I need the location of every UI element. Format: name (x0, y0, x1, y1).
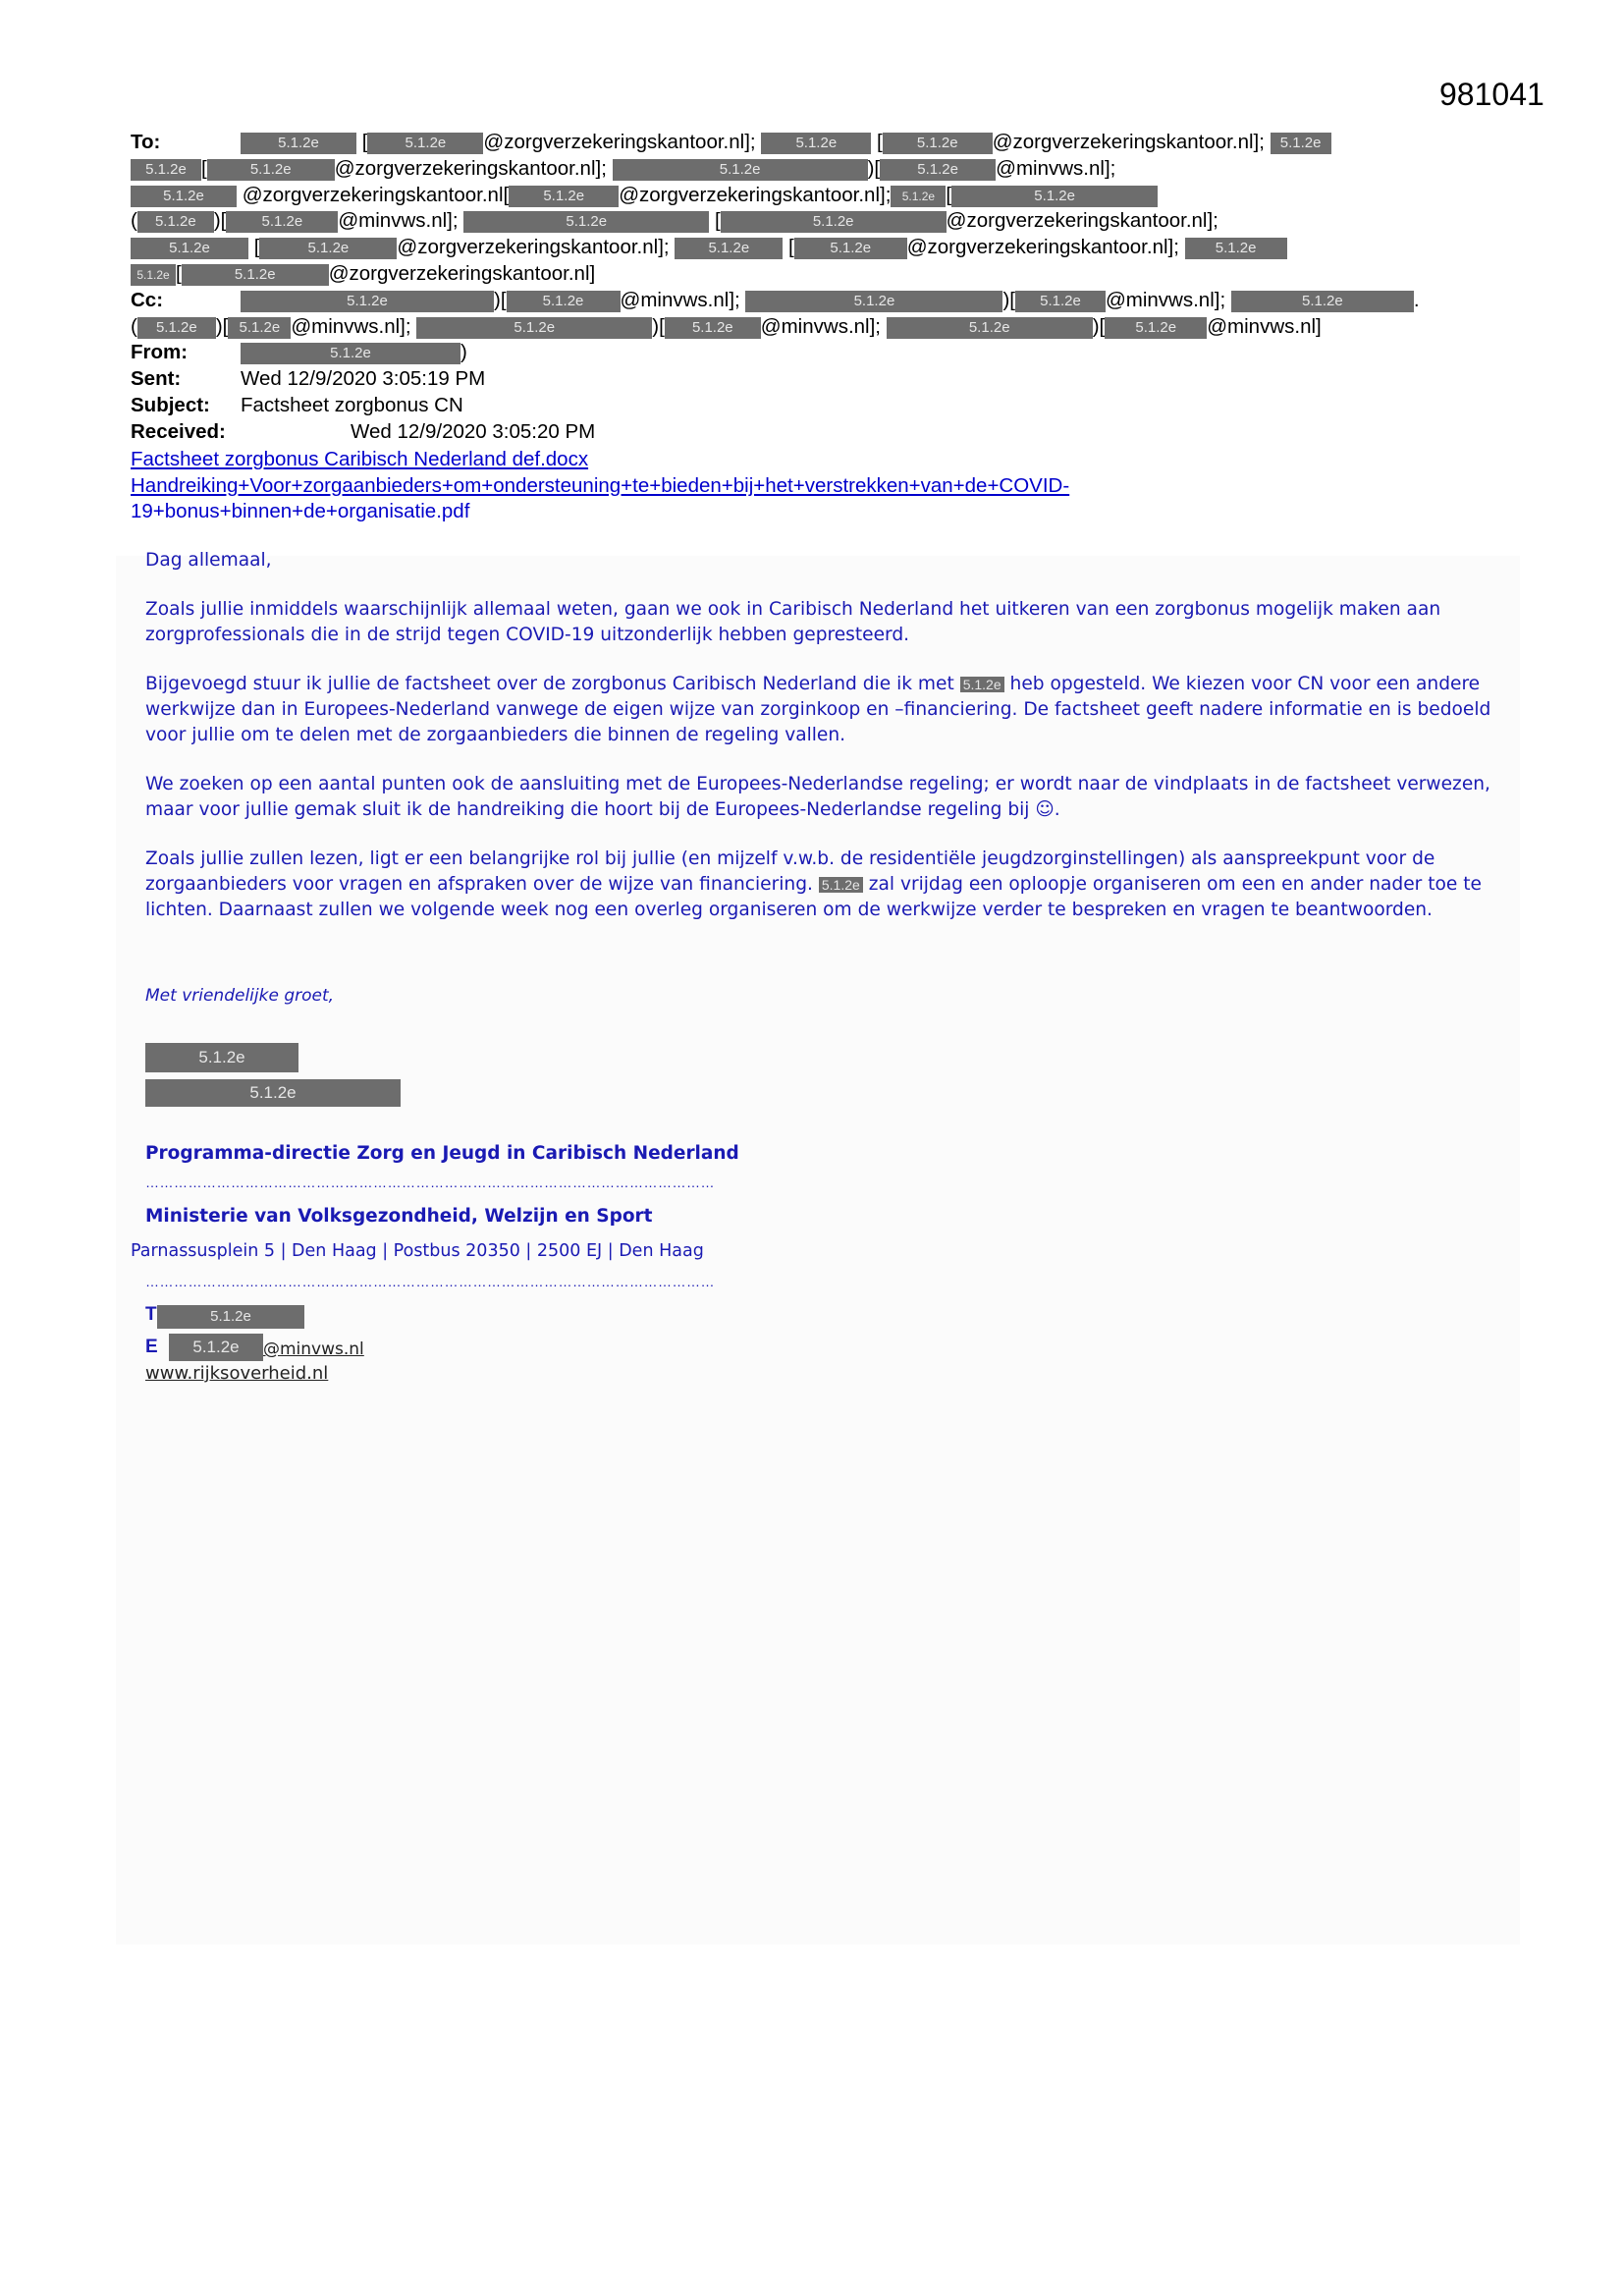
tel-label: T (145, 1304, 157, 1325)
cc-address: @minvws.nl]; (1105, 288, 1226, 311)
subject-value: Factsheet zorgbonus CN (241, 393, 463, 416)
redaction: 5.1.2e (259, 238, 397, 259)
to-address: @zorgverzekeringskantoor.nl]; (397, 236, 670, 259)
redaction-title: 5.1.2e (145, 1079, 401, 1107)
closing: Met vriendelijke groet, (145, 986, 335, 1006)
to-label: To: (131, 131, 161, 153)
redaction: 5.1.2e (1185, 238, 1287, 259)
to-address: @zorgverzekeringskantoor.nl]; (483, 131, 756, 153)
to-row-3: 5.1.2e @zorgverzekeringskantoor.nl[ 5.1.2e @zorgverzekeringskantoor.nl]; 5.1.2e [ 5.1.2e (131, 183, 1505, 209)
paragraph-4-end: zal vrijdag een oploopje organiseren om een en ander nader toe te lichten. Daarnaast zullen we volgende week nog een overleg organiseren om de werkwijze verder te bespreken en vragen te beantwoorden. (145, 874, 1482, 920)
redaction: 5.1.2e (137, 211, 214, 233)
cc-row-1: Cc: 5.1.2e )[ 5.1.2e @minvws.nl]; 5.1.2e )[ 5.1.2e @minvws.nl]; 5.1.2e . (131, 288, 1505, 314)
redaction: 5.1.2e (675, 238, 783, 259)
divider-dots: ………………………………………………………………………………………………………… (145, 1175, 715, 1190)
to-address: @zorgverzekeringskantoor.nl]; (334, 156, 607, 180)
cc-address: @minvws.nl]; (760, 314, 881, 338)
redaction: 5.1.2e (131, 186, 237, 207)
redaction: 5.1.2e (131, 238, 248, 259)
from-row: From: 5.1.2e ) (131, 340, 1505, 366)
redaction: 5.1.2e (951, 186, 1158, 207)
redaction: 5.1.2e (1231, 291, 1414, 312)
to-row-5: 5.1.2e [ 5.1.2e @zorgverzekeringskantoor.nl]; 5.1.2e [ 5.1.2e @zorgverzekeringskantoor.nl]; 5.1.2e (131, 235, 1505, 261)
attachment-link-pdf[interactable]: Handreiking+Voor+zorgaanbieders+om+ondersteuning+te+bieden+bij+het+verstrekken+van+de+COVID- (131, 473, 1070, 497)
email-domain[interactable]: @minvws.nl (263, 1339, 364, 1359)
received-label: Received: (131, 419, 226, 443)
subject-row (131, 393, 1505, 419)
paragraph-3: We zoeken op een aantal punten ook de aansluiting met de Europees-Nederlandse regeling; er wordt naar de vindplaats in de factsheet verwezen, maar voor jullie gemak sluit ik de handreiking die hoort bij de Europees-Nederlandse regeling bij ☺. (145, 774, 1490, 820)
redaction: 5.1.2e (367, 133, 483, 154)
email-body (145, 548, 1500, 947)
redaction-email: 5.1.2e (169, 1334, 263, 1361)
paragraph-2 (145, 672, 1500, 748)
paragraph-4 (145, 847, 1500, 923)
paragraph-2-end: heb opgesteld. We kiezen voor CN voor een andere werkwijze dan in Europees-Nederland vanwege de eigen wijze van zorginkoop en –financiering. De factsheet geeft nadere informatie en is bedoeld voor jullie om te delen met de zorgaanbieders die binnen de regeling vallen. (145, 674, 1491, 745)
cc-address: @minvws.nl]; (620, 288, 740, 311)
redaction: 5.1.2e (1105, 317, 1207, 339)
redaction: 5.1.2e (228, 317, 291, 339)
redaction: 5.1.2e (1015, 291, 1106, 312)
redaction: 5.1.2e (131, 159, 201, 181)
document-number: 981041 (1439, 77, 1544, 112)
redaction: 5.1.2e (960, 677, 1004, 692)
redaction: 5.1.2e (463, 211, 709, 233)
sent-row (131, 366, 1505, 393)
redaction: 5.1.2e (887, 317, 1093, 339)
org-name: Programma-directie Zorg en Jeugd in Caribisch Nederland (145, 1143, 739, 1164)
redaction: 5.1.2e (241, 291, 494, 312)
divider-dots: ………………………………………………………………………………………………………… (145, 1274, 715, 1289)
redaction: 5.1.2e (131, 264, 176, 286)
to-row-4: ( 5.1.2e )[ 5.1.2e @minvws.nl]; 5.1.2e [ 5.1.2e @zorgverzekeringskantoor.nl]; (131, 209, 1218, 233)
redaction: 5.1.2e (721, 211, 947, 233)
website-link[interactable]: www.rijksoverheid.nl (145, 1363, 329, 1384)
to-address: @zorgverzekeringskantoor.nl]; (619, 183, 892, 206)
redaction: 5.1.2e (137, 317, 216, 339)
cc-label: Cc: (131, 288, 164, 311)
redaction-phone: 5.1.2e (157, 1305, 304, 1329)
cc-row-2: ( 5.1.2e )[ 5.1.2e @minvws.nl]; 5.1.2e )[ 5.1.2e @minvws.nl]; 5.1.2e )[ 5.1.2e @minvws.nl] (131, 314, 1322, 338)
redaction: 5.1.2e (182, 264, 329, 286)
from-label: From: (131, 341, 189, 364)
paragraph-2-start: Bijgevoegd stuur ik jullie de factsheet over de zorgbonus Caribisch Nederland die ik met (145, 674, 954, 694)
to-row-2: 5.1.2e [ 5.1.2e @zorgverzekeringskantoor.nl]; 5.1.2e )[ 5.1.2e @minvws.nl]; (131, 156, 1505, 183)
greeting: Dag allemaal, (145, 550, 272, 571)
cc-address: @minvws.nl] (1207, 314, 1322, 338)
to-row-1: To: 5.1.2e [ 5.1.2e @zorgverzekeringskantoor.nl]; 5.1.2e [ 5.1.2e @zorgverzekeringskantoor.nl]; 5.1.2e (131, 130, 1505, 156)
address: Parnassusplein 5 | Den Haag | Postbus 20350 | 2500 EJ | Den Haag (131, 1241, 704, 1261)
redaction: 5.1.2e (509, 186, 619, 207)
attachments (131, 447, 1069, 525)
subject-label: Subject: (131, 393, 210, 416)
redaction: 5.1.2e (665, 317, 761, 339)
redaction: 5.1.2e (891, 186, 946, 207)
ministry-name: Ministerie van Volksgezondheid, Welzijn en Sport (145, 1206, 653, 1227)
redaction-name: 5.1.2e (145, 1043, 298, 1072)
redaction: 5.1.2e (507, 291, 621, 312)
redaction: 5.1.2e (241, 133, 356, 154)
redaction: 5.1.2e (613, 159, 868, 181)
to-address: @minvws.nl]; (996, 156, 1116, 180)
to-address: @minvws.nl]; (338, 209, 459, 233)
redaction: 5.1.2e (880, 159, 996, 181)
paragraph-1: Zoals jullie inmiddels waarschijnlijk allemaal weten, gaan we ook in Caribisch Nederland het uitkeren van een zorgbonus mogelijk maken aan zorgprofessionals die in de strijd tegen COVID-19 uitzonderlijk hebben gepresteerd. (145, 599, 1441, 645)
sent-value: Wed 12/9/2020 3:05:19 PM (241, 367, 486, 391)
attachment-link-docx[interactable]: Factsheet zorgbonus Caribisch Nederland def.docx (131, 448, 589, 470)
to-address: @zorgverzekeringskantoor.nl] (328, 261, 596, 285)
email-header (131, 130, 1505, 446)
cc-address: @minvws.nl]; (291, 314, 411, 338)
attachment-link-pdf-continued[interactable]: 19+bonus+binnen+de+organisatie.pdf (131, 500, 470, 522)
redaction: 5.1.2e (761, 133, 871, 154)
redaction: 5.1.2e (883, 133, 993, 154)
to-address: @zorgverzekeringskantoor.nl[ (242, 183, 510, 206)
redaction: 5.1.2e (745, 291, 1002, 312)
received-value: Wed 12/9/2020 3:05:20 PM (351, 419, 596, 443)
paragraph-4-start: Zoals jullie zullen lezen, ligt er een belangrijke rol bij jullie (en mijzelf v.w.b. de residentiële jeugdzorginstellingen) als aanspreekpunt voor de zorgaanbieders voor vragen en afspraken over de wijze van financiering. (145, 848, 1435, 895)
redaction: 5.1.2e (241, 343, 460, 364)
redaction: 5.1.2e (207, 159, 335, 181)
email-label: E (145, 1337, 158, 1357)
redaction: 5.1.2e (1271, 133, 1331, 154)
redaction: 5.1.2e (794, 238, 907, 259)
redaction: 5.1.2e (416, 317, 652, 339)
received-row (131, 419, 1505, 446)
to-address: @zorgverzekeringskantoor.nl]; (906, 236, 1179, 259)
to-address: @zorgverzekeringskantoor.nl]; (992, 131, 1265, 153)
sent-label: Sent: (131, 367, 182, 391)
to-row-6: 5.1.2e [ 5.1.2e @zorgverzekeringskantoor.nl] (131, 261, 1505, 288)
redaction: 5.1.2e (819, 877, 863, 893)
to-address: @zorgverzekeringskantoor.nl]; (946, 209, 1218, 233)
redaction: 5.1.2e (226, 211, 338, 233)
